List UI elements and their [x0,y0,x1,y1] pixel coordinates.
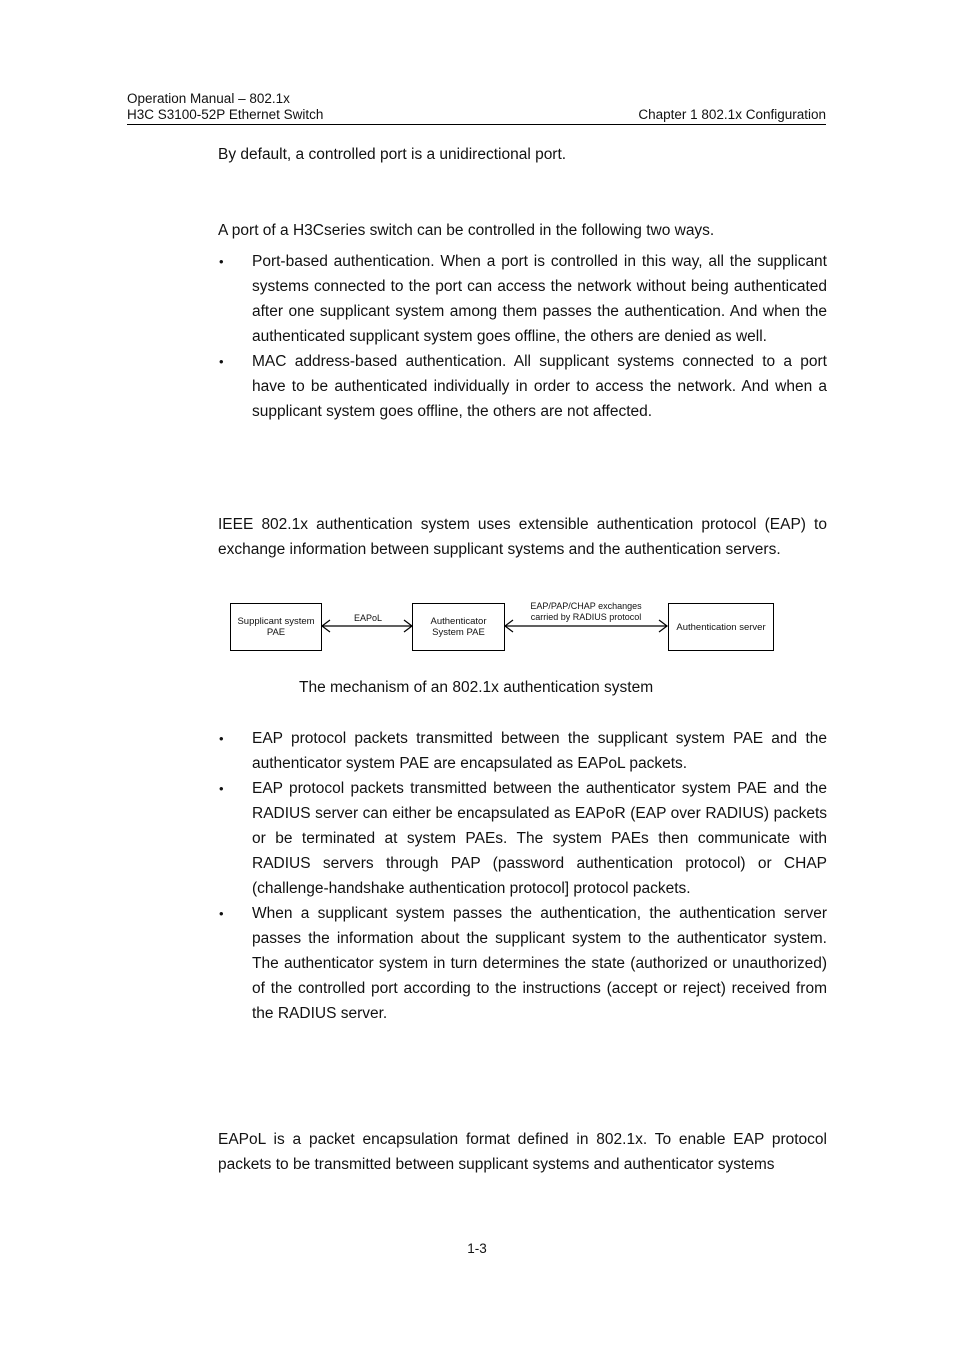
list-item: • EAP protocol packets transmitted between the authenticator system PAE and the RADIUS server can either be encapsulated as EAPoR (EAP over RADIUS) packets or be terminated at system PAEs. The system PAEs then communicate with RADIUS servers through PAP (password authentication protocol) or CHAP (challenge-handshake authentication protocol] protocol packets. [218,776,827,901]
list-item: • MAC address-based authentication. All supplicant systems connected to a port have to be authenticated individually in order to access the network. And when a supplicant system goes offline, the others are not affected. [218,349,827,424]
authenticator-pae-box: Authenticator System PAE [412,603,505,651]
paragraph-eapol: EAPoL is a packet encapsulation format defined in 802.1x. To enable EAP protocol packets to be transmitted between supplicant systems and authenticator systems [218,1131,827,1173]
bullet-icon: • [219,731,224,746]
authentication-diagram [228,596,778,656]
running-header-left [127,91,323,123]
list-item: • Port-based authentication. When a port is controlled in this way, all the supplicant systems connected to the port can access the network without being authenticated after one supplicant system among them passes the authentication. And when the authenticated supplicant system goes offline, the others are denied as well. [218,249,827,349]
bullet-icon: • [219,781,224,796]
eapol-label: EAPoL [353,613,383,623]
chapter-title: Chapter 1 802.1x Configuration [638,107,826,122]
list-item: • EAP protocol packets transmitted between the supplicant system PAE and the authenticator system PAE are encapsulated as EAPoL packets. [218,726,827,776]
figure-caption: The mechanism of an 802.1x authentication system [299,679,654,696]
product-name: H3C S3100-52P Ethernet Switch [127,107,324,122]
eap-details-list [218,726,827,1026]
bullet-icon: • [219,354,224,369]
authentication-server-box: Authentication server [668,603,774,651]
page-number: 1-3 [467,1241,487,1256]
paragraph-default-port: By default, a controlled port is a unidirectional port. [218,146,567,163]
manual-title: Operation Manual – 802.1x [127,91,290,106]
radius-label: EAP/PAP/CHAP exchanges carried by RADIUS protocol [530,601,642,622]
control-mode-list [218,249,827,424]
bullet-icon: • [219,906,224,921]
header-rule [127,124,826,125]
bullet-icon: • [219,254,224,269]
paragraph-eap-intro: IEEE 802.1x authentication system uses extensible authentication protocol (EAP) to exchange information between supplicant systems and the authentication servers. [218,516,827,558]
paragraph-control-ways: A port of a H3Cseries switch can be controlled in the following two ways. [218,222,715,239]
list-item: • When a supplicant system passes the authentication, the authentication server passes the information about the supplicant system to the authenticator system. The authenticator system in turn determines the state (authorized or unauthorized) of the controlled port according to the instructions (accept or reject) received from the RADIUS server. [218,901,827,1026]
supplicant-pae-box: Supplicant system PAE [230,603,322,651]
